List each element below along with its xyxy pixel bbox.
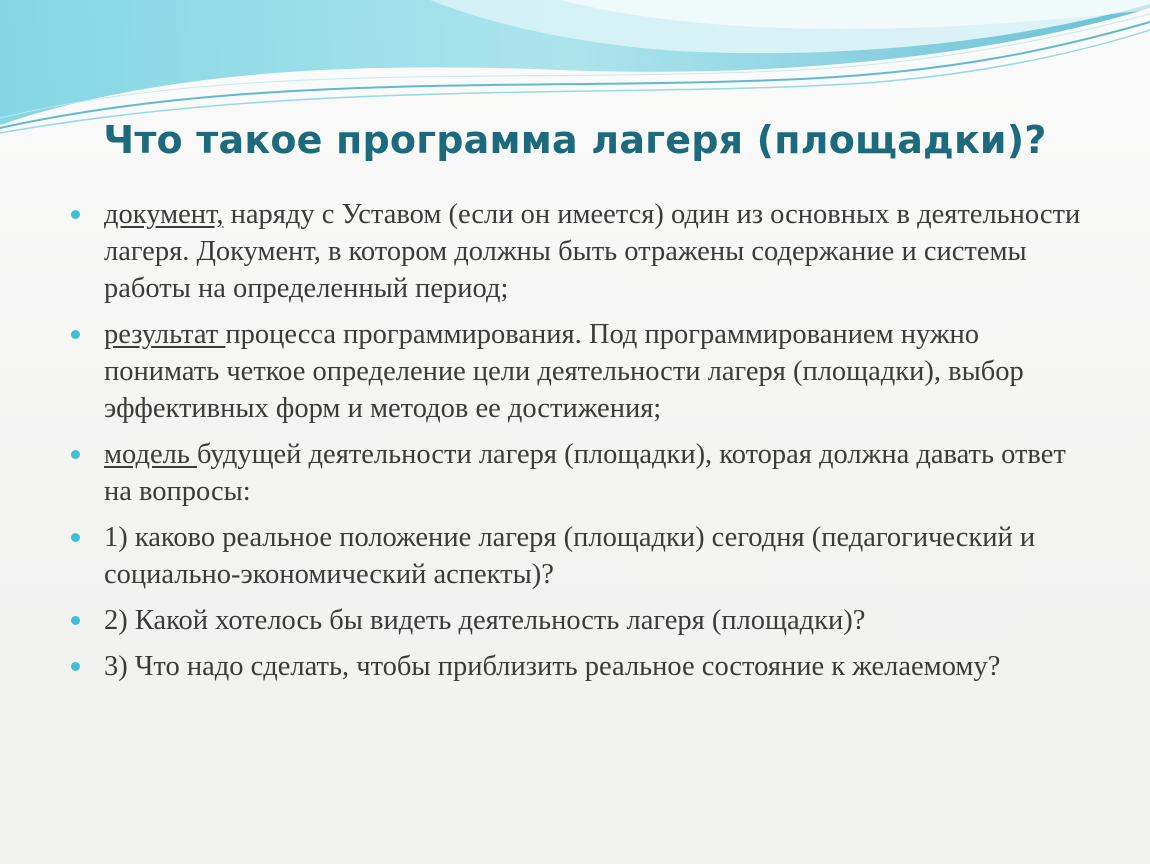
item-text: 2) Какой хотелось бы видеть деятельность лагеря (площадки)?: [104, 605, 866, 636]
bullet-dot-icon: [71, 330, 80, 339]
list-item: [68, 316, 1088, 427]
list-item: [68, 436, 1088, 510]
item-text: 3) Что надо сделать, чтобы приблизить реальное состояние к желаемому?: [104, 651, 1001, 682]
bullet-dot-icon: [71, 450, 80, 459]
term-label: модель: [104, 439, 197, 470]
bullet-dot-icon: [71, 662, 80, 671]
item-text: 1) каково реальное положение лагеря (площадки) сегодня (педагогический и социально-экономический аспекты)?: [104, 522, 1036, 590]
list-item: [68, 519, 1088, 593]
bullet-dot-icon: [71, 616, 80, 625]
item-text: будущей деятельности лагеря (площадки), которая должна давать ответ на вопросы:: [104, 439, 1066, 507]
bullet-list: [68, 196, 1088, 694]
list-item: [68, 196, 1088, 307]
list-item: [68, 602, 1088, 639]
item-text: наряду с Уставом (если он имеется) один из основных в деятельности лагеря. Документ, в котором должны быть отражены содержание и системы работы на определенный период;: [104, 199, 1081, 304]
bullet-dot-icon: [71, 210, 80, 219]
page-title: Что такое программа лагеря (площадки)?: [103, 118, 1047, 162]
term-label: результат: [104, 319, 226, 350]
bullet-dot-icon: [71, 533, 80, 542]
item-text: процесса программирования. Под программированием нужно понимать четкое определение цели деятельности лагеря (площадки), выбор эффективных форм и методов ее достижения;: [104, 319, 1024, 424]
list-item: [68, 648, 1088, 685]
term-label: документ,: [104, 199, 224, 230]
